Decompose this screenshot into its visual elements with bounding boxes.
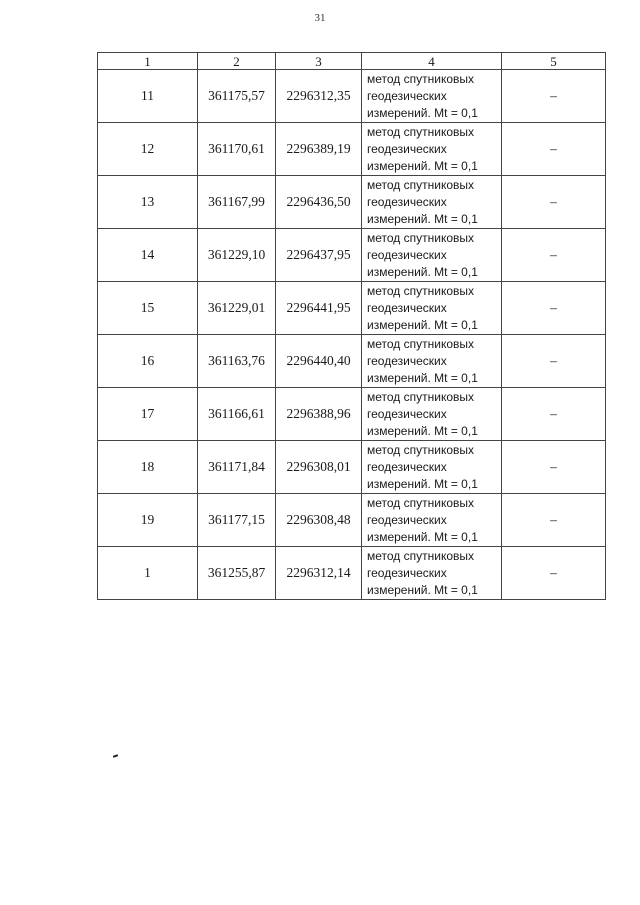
method-line: измерений. Mt = 0,1 [367, 529, 478, 544]
method-line: геодезических [367, 353, 447, 368]
note-cell: – [502, 494, 606, 547]
x-coordinate-cell: 361167,99 [198, 176, 276, 229]
method-line: геодезических [367, 565, 447, 580]
method-line: измерений. Mt = 0,1 [367, 158, 478, 173]
point-number-cell: 15 [98, 282, 198, 335]
method-line: измерений. Mt = 0,1 [367, 264, 478, 279]
note-cell: – [502, 282, 606, 335]
header-row [98, 53, 606, 70]
y-coordinate-cell: 2296312,14 [276, 547, 362, 600]
x-coordinate-cell: 361163,76 [198, 335, 276, 388]
method-line: метод спутниковых [367, 230, 475, 245]
y-coordinate-cell: 2296389,19 [276, 123, 362, 176]
y-coordinate-cell: 2296388,96 [276, 388, 362, 441]
note-cell: – [502, 123, 606, 176]
method-line: измерений. Mt = 0,1 [367, 105, 478, 120]
method-line: метод спутниковых [367, 495, 475, 510]
method-line: измерений. Mt = 0,1 [367, 370, 478, 385]
method-line: геодезических [367, 300, 447, 315]
table-header [98, 53, 606, 70]
x-coordinate-cell: 361170,61 [198, 123, 276, 176]
method-cell [362, 123, 502, 176]
method-line: метод спутниковых [367, 177, 475, 192]
header-col-4: 4 [362, 53, 502, 70]
table-row [98, 494, 606, 547]
point-number-cell: 1 [98, 547, 198, 600]
x-coordinate-cell: 361255,87 [198, 547, 276, 600]
y-coordinate-cell: 2296312,35 [276, 70, 362, 123]
method-line: геодезических [367, 459, 447, 474]
y-coordinate-cell: 2296308,01 [276, 441, 362, 494]
method-line: измерений. Mt = 0,1 [367, 317, 478, 332]
point-number-cell: 14 [98, 229, 198, 282]
header-col-5: 5 [502, 53, 606, 70]
x-coordinate-cell: 361171,84 [198, 441, 276, 494]
method-line: метод спутниковых [367, 548, 475, 563]
method-cell [362, 335, 502, 388]
method-line: геодезических [367, 512, 447, 527]
y-coordinate-cell: 2296437,95 [276, 229, 362, 282]
header-col-3: 3 [276, 53, 362, 70]
table-row [98, 441, 606, 494]
method-cell [362, 176, 502, 229]
x-coordinate-cell: 361177,15 [198, 494, 276, 547]
x-coordinate-cell: 361175,57 [198, 70, 276, 123]
point-number-cell: 13 [98, 176, 198, 229]
header-col-1: 1 [98, 53, 198, 70]
table-row [98, 176, 606, 229]
method-cell [362, 229, 502, 282]
table-body [98, 70, 606, 600]
y-coordinate-cell: 2296441,95 [276, 282, 362, 335]
y-coordinate-cell: 2296436,50 [276, 176, 362, 229]
note-cell: – [502, 388, 606, 441]
page-number: 31 [314, 12, 326, 24]
method-line: измерений. Mt = 0,1 [367, 582, 478, 597]
table-row [98, 335, 606, 388]
point-number-cell: 18 [98, 441, 198, 494]
x-coordinate-cell: 361229,10 [198, 229, 276, 282]
table-row [98, 70, 606, 123]
table-row [98, 282, 606, 335]
stray-mark [113, 754, 118, 758]
table-row [98, 547, 606, 600]
note-cell: – [502, 229, 606, 282]
point-number-cell: 17 [98, 388, 198, 441]
method-line: метод спутниковых [367, 389, 475, 404]
method-line: геодезических [367, 194, 447, 209]
point-number-cell: 11 [98, 70, 198, 123]
header-col-2: 2 [198, 53, 276, 70]
note-cell: – [502, 176, 606, 229]
method-cell [362, 494, 502, 547]
method-line: измерений. Mt = 0,1 [367, 476, 478, 491]
table-row [98, 123, 606, 176]
x-coordinate-cell: 361166,61 [198, 388, 276, 441]
method-cell [362, 282, 502, 335]
y-coordinate-cell: 2296440,40 [276, 335, 362, 388]
coordinates-table [97, 52, 606, 600]
method-cell [362, 388, 502, 441]
y-coordinate-cell: 2296308,48 [276, 494, 362, 547]
point-number-cell: 12 [98, 123, 198, 176]
method-line: метод спутниковых [367, 336, 475, 351]
method-line: метод спутниковых [367, 283, 475, 298]
table-row [98, 388, 606, 441]
x-coordinate-cell: 361229,01 [198, 282, 276, 335]
note-cell: – [502, 441, 606, 494]
method-line: геодезических [367, 88, 447, 103]
note-cell: – [502, 547, 606, 600]
method-line: метод спутниковых [367, 442, 475, 457]
method-cell [362, 547, 502, 600]
point-number-cell: 19 [98, 494, 198, 547]
method-line: метод спутниковых [367, 71, 475, 86]
note-cell: – [502, 70, 606, 123]
note-cell: – [502, 335, 606, 388]
method-line: метод спутниковых [367, 124, 475, 139]
point-number-cell: 16 [98, 335, 198, 388]
method-line: геодезических [367, 141, 447, 156]
method-line: измерений. Mt = 0,1 [367, 211, 478, 226]
method-line: геодезических [367, 247, 447, 262]
table-row [98, 229, 606, 282]
method-line: геодезических [367, 406, 447, 421]
method-cell [362, 70, 502, 123]
method-line: измерений. Mt = 0,1 [367, 423, 478, 438]
method-cell [362, 441, 502, 494]
